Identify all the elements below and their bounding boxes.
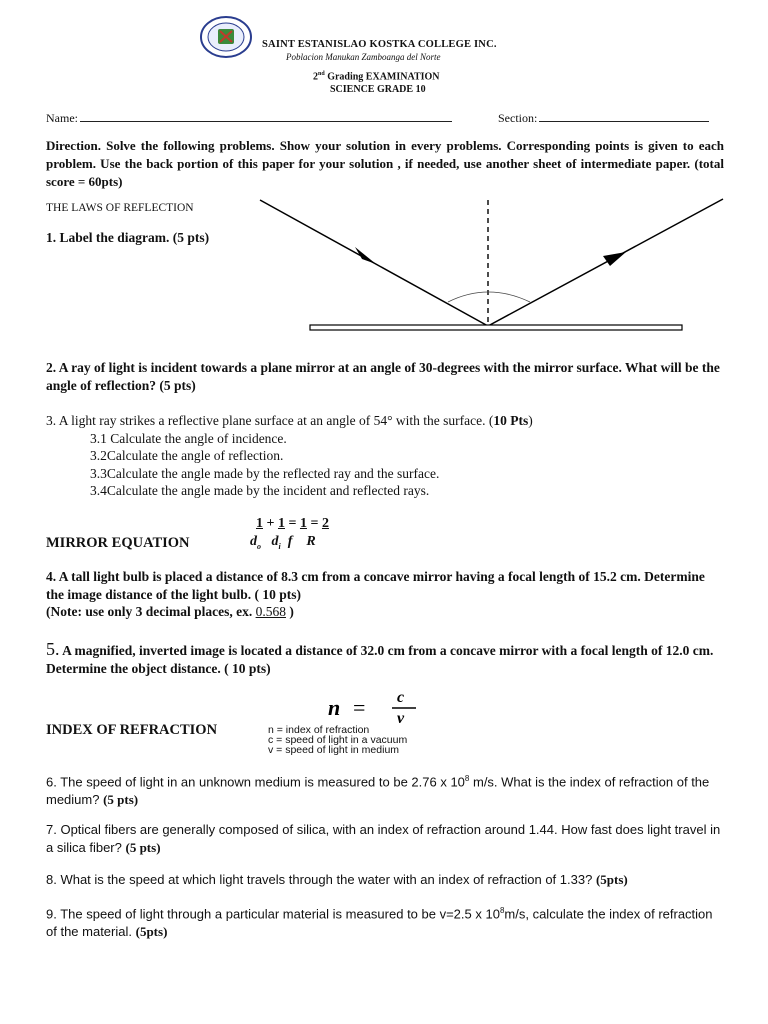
formula-denominator: v — [397, 710, 405, 727]
question-6-exponent: 8 — [464, 774, 470, 783]
question-6-points: (5 pts) — [103, 791, 139, 807]
question-3-points: 10 Pts — [493, 413, 529, 428]
eq-equals: = — [288, 516, 297, 531]
question-9-exponent: 8 — [499, 906, 505, 915]
question-9-text: 9. The speed of light through a particular material is measured to be v=2.5 x 10 — [46, 906, 500, 922]
question-9-text-2: m/s, calculate the index of refraction of the material. — [46, 906, 713, 939]
directions: Direction. Solve the following problems. Show your solution in every problems. Corresponding points is given to each problem. Use the back portion of this paper for your solution , if needed, use another sheet of intermediate paper. (total score = 60pts) — [46, 138, 724, 189]
note-text: (Note: use only 3 decimal places, ex. — [46, 604, 253, 619]
eq-subscript: o — [257, 541, 261, 551]
question-3-item: 3.3Calculate the angle made by the reflected ray and the surface. — [90, 465, 440, 481]
question-8 — [46, 871, 736, 889]
name-label: Name: — [46, 111, 78, 125]
school-address: Poblacion Manukan Zamboanga del Norte — [286, 52, 441, 62]
question-8-text: 8. What is the speed at which light travels through the water with an index of refraction of 1.33? — [46, 872, 593, 887]
note-example: 0.568 — [255, 604, 286, 619]
name-blank[interactable] — [80, 110, 452, 122]
reflection-heading: THE LAWS OF REFLECTION — [46, 202, 194, 214]
refraction-legend — [268, 725, 407, 755]
question-7 — [46, 821, 726, 856]
grading-label: Grading EXAMINATION — [327, 71, 440, 83]
school-seal-logo — [200, 16, 252, 58]
question-9 — [46, 902, 726, 940]
section-field[interactable] — [498, 110, 709, 126]
angle-arc — [448, 292, 530, 302]
question-1: 1. Label the diagram. (5 pts) — [46, 230, 210, 245]
question-3 — [46, 412, 726, 500]
eq-subscript: i — [278, 541, 281, 551]
school-name: SAINT ESTANISLAO KOSTKA COLLEGE INC. — [262, 39, 497, 50]
eq-numerator: 2 — [321, 516, 329, 531]
question-5 — [46, 641, 726, 677]
eq-numerator: 1 — [299, 516, 307, 531]
question-8-points: (5pts) — [595, 872, 628, 887]
question-7-points: (5 pts) — [125, 839, 161, 855]
eq-denominator: d — [250, 534, 257, 549]
reflected-ray — [488, 199, 723, 326]
question-9-points: (5pts) — [135, 923, 168, 939]
eq-equals: = — [310, 516, 319, 531]
exam-subject: SCIENCE GRADE 10 — [330, 84, 426, 95]
question-3-points-open: ( — [485, 413, 494, 428]
mirror-surface — [310, 325, 682, 330]
eq-numerator: 1 — [277, 516, 285, 531]
refraction-formula — [268, 688, 428, 728]
question-3-prompt — [46, 412, 726, 430]
question-3-item: 3.2Calculate the angle of reflection. — [90, 448, 284, 463]
formula-equals: = — [353, 695, 366, 720]
question-4-text: 4. A tall light bulb is placed a distance of 8.3 cm from a concave mirror having a focal length of 15.2 cm. Determine the image distance of the light bulb. ( 10 pts) — [46, 569, 705, 602]
mirror-equation-numerators — [256, 516, 329, 532]
formula-numerator: c — [397, 689, 405, 706]
note-close: ) — [289, 604, 294, 619]
question-3-item: 3.4Calculate the angle made by the incident and reflected rays. — [90, 483, 430, 498]
reflected-arrowhead — [603, 252, 626, 266]
question-6-text: 6. The speed of light in an unknown medium is measured to be 2.76 x 10 — [46, 774, 465, 790]
eq-denominator: R — [306, 534, 316, 549]
legend-item: v = speed of light in medium — [268, 744, 400, 756]
question-3-points-close: ) — [528, 413, 533, 428]
formula-lhs: n — [328, 695, 341, 720]
question-7-text: 7. Optical fibers are generally composed of silica, with an index of refraction around 1.44. How fast does light travel in a silica fiber? — [46, 822, 721, 855]
question-3-item: 3.1 Calculate the angle of incidence. — [90, 430, 287, 446]
incident-arrowhead — [355, 247, 376, 264]
question-4-note — [46, 603, 726, 621]
eq-numerator: 1 — [256, 516, 263, 531]
section-label: Section: — [498, 111, 538, 125]
question-5-number: 5. — [46, 639, 60, 659]
mirror-equation-denominators — [250, 534, 316, 551]
refraction-title: INDEX OF REFRACTION — [46, 722, 218, 738]
exam-title — [313, 71, 440, 82]
question-6-text-2: m/s. What is the index of refraction of the medium? — [46, 774, 710, 807]
question-3-text: 3. A light ray strikes a reflective plane surface at an angle of 54° with the surface. — [46, 413, 486, 428]
section-blank[interactable] — [539, 110, 709, 122]
eq-plus: + — [266, 516, 275, 531]
question-2: 2. A ray of light is incident towards a plane mirror at an angle of 30-degrees with the mirror surface. What will be the angle of reflection? (5 pts) — [46, 360, 720, 393]
grading-suffix: nd — [318, 71, 325, 77]
question-4 — [46, 568, 726, 621]
reflection-diagram — [255, 192, 725, 334]
mirror-equation-title: MIRROR EQUATION — [46, 535, 190, 551]
name-field[interactable] — [46, 110, 452, 126]
question-6 — [46, 770, 726, 808]
legend-item: c = speed of light in a vacuum — [268, 734, 408, 746]
question-5-text: A magnified, inverted image is located a distance of 32.0 cm from a concave mirror with a focal length of 12.0 cm. Determine the object distance. ( 10 pts) — [46, 643, 714, 676]
legend-item: n = index of refraction — [268, 724, 370, 736]
eq-denominator: d — [271, 534, 279, 549]
eq-denominator: f — [287, 534, 293, 549]
grading-ordinal: 2 — [313, 71, 318, 83]
